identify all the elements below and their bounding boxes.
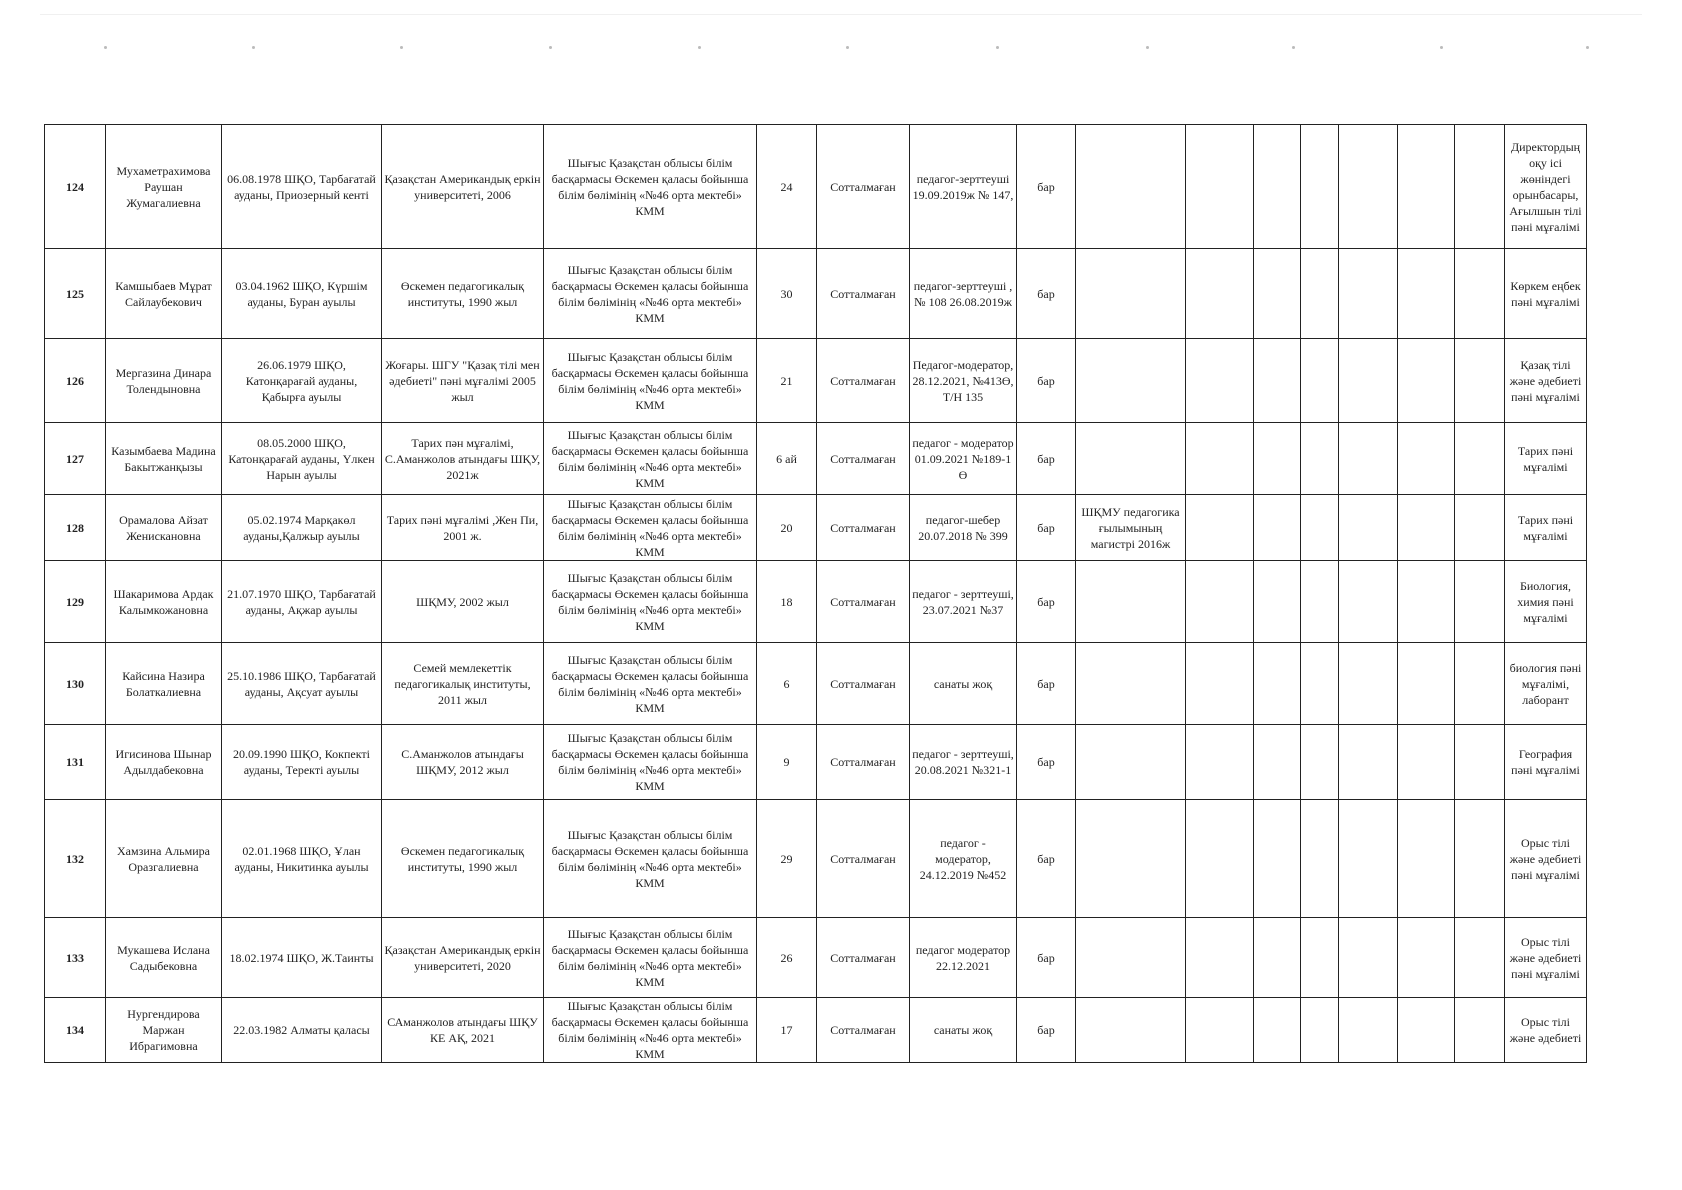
empty-cell-cell	[1254, 561, 1301, 643]
scan-dot	[104, 46, 107, 49]
workplace-cell: Шығыс Қазақстан облысы білім басқармасы Өскемен қаласы бойынша білім бөлімінің «№46 орта мектебі» КММ	[544, 339, 757, 423]
empty-cell-cell	[1186, 125, 1254, 249]
work-experience-cell: 17	[757, 998, 817, 1063]
empty-cell-cell	[1301, 423, 1339, 495]
academic-degree-cell	[1076, 800, 1186, 918]
empty-cell-cell	[1339, 495, 1398, 561]
table-row	[45, 918, 1587, 998]
empty-cell-cell	[1339, 800, 1398, 918]
qualification-category-cell: педагог - модератор, 24.12.2019 №452	[910, 800, 1017, 918]
table-row	[45, 725, 1587, 800]
qualification-category-cell: педагог-зерттеуші 19.09.2019ж № 147,	[910, 125, 1017, 249]
birth-date-place-cell: 02.01.1968 ШҚО, Ұлан ауданы, Никитинка ауылы	[222, 800, 382, 918]
birth-date-place-cell: 18.02.1974 ШҚО, Ж.Таинты	[222, 918, 382, 998]
empty-cell-cell	[1301, 998, 1339, 1063]
empty-cell-cell	[1301, 495, 1339, 561]
empty-cell-cell	[1339, 725, 1398, 800]
empty-cell-cell	[1186, 800, 1254, 918]
full-name-cell: Кайсина Назира Болаткалиевна	[106, 643, 222, 725]
birth-date-place-cell: 21.07.1970 ШҚО, Тарбағатай ауданы, Ақжар ауылы	[222, 561, 382, 643]
education-cell: Өскемен педагогикалық институты, 1990 жыл	[382, 249, 544, 339]
staff-registry-table	[44, 124, 1587, 1063]
row-number-cell: 134	[45, 998, 106, 1063]
academic-degree-cell	[1076, 998, 1186, 1063]
position-cell: Көркем еңбек пәні мұғалімі	[1505, 249, 1587, 339]
empty-cell-cell	[1398, 800, 1455, 918]
empty-cell-cell	[1254, 125, 1301, 249]
availability-cell: бар	[1017, 423, 1076, 495]
empty-cell-cell	[1339, 643, 1398, 725]
position-cell: Тарих пәні мұғалімі	[1505, 495, 1587, 561]
qualification-category-cell: Педагог-модератор, 28.12.2021, №413Ө, Т/Н 135	[910, 339, 1017, 423]
workplace-cell: Шығыс Қазақстан облысы білім басқармасы Өскемен қаласы бойынша білім бөлімінің «№46 орта мектебі» КММ	[544, 800, 757, 918]
criminal-record-cell: Сотталмаған	[817, 998, 910, 1063]
availability-cell: бар	[1017, 339, 1076, 423]
criminal-record-cell: Сотталмаған	[817, 423, 910, 495]
workplace-cell: Шығыс Қазақстан облысы білім басқармасы Өскемен қаласы бойынша білім бөлімінің «№46 орта мектебі» КММ	[544, 561, 757, 643]
work-experience-cell: 21	[757, 339, 817, 423]
empty-cell-cell	[1398, 249, 1455, 339]
academic-degree-cell	[1076, 339, 1186, 423]
availability-cell: бар	[1017, 725, 1076, 800]
empty-cell-cell	[1455, 339, 1505, 423]
empty-cell-cell	[1301, 800, 1339, 918]
full-name-cell: Шакаримова Ардак Калымкожановна	[106, 561, 222, 643]
education-cell: Тарих пәні мұғалімі ,Жен Пи, 2001 ж.	[382, 495, 544, 561]
birth-date-place-cell: 05.02.1974 Марқакөл ауданы,Қалжыр ауылы	[222, 495, 382, 561]
full-name-cell: Казымбаева Мадина Бакытжанқызы	[106, 423, 222, 495]
empty-cell-cell	[1339, 249, 1398, 339]
scan-dot	[698, 46, 701, 49]
empty-cell-cell	[1398, 423, 1455, 495]
table-row	[45, 643, 1587, 725]
work-experience-cell: 30	[757, 249, 817, 339]
row-number-cell: 131	[45, 725, 106, 800]
empty-cell-cell	[1398, 643, 1455, 725]
empty-cell-cell	[1398, 725, 1455, 800]
position-cell: Орыс тілі және әдебиеті	[1505, 998, 1587, 1063]
table-row	[45, 423, 1587, 495]
empty-cell-cell	[1301, 125, 1339, 249]
criminal-record-cell: Сотталмаған	[817, 643, 910, 725]
scan-dot	[1146, 46, 1149, 49]
academic-degree-cell	[1076, 643, 1186, 725]
empty-cell-cell	[1339, 125, 1398, 249]
birth-date-place-cell: 26.06.1979 ШҚО, Катонқарағай ауданы, Қабырға ауылы	[222, 339, 382, 423]
qualification-category-cell: педагог модератор 22.12.2021	[910, 918, 1017, 998]
empty-cell-cell	[1455, 725, 1505, 800]
empty-cell-cell	[1455, 125, 1505, 249]
empty-cell-cell	[1301, 725, 1339, 800]
workplace-cell: Шығыс Қазақстан облысы білім басқармасы Өскемен қаласы бойынша білім бөлімінің «№46 орта мектебі» КММ	[544, 643, 757, 725]
empty-cell-cell	[1339, 561, 1398, 643]
birth-date-place-cell: 03.04.1962 ШҚО, Күршім ауданы, Буран ауылы	[222, 249, 382, 339]
work-experience-cell: 26	[757, 918, 817, 998]
empty-cell-cell	[1455, 643, 1505, 725]
empty-cell-cell	[1455, 249, 1505, 339]
scan-dot	[1292, 46, 1295, 49]
table-row	[45, 125, 1587, 249]
empty-cell-cell	[1186, 423, 1254, 495]
empty-cell-cell	[1301, 561, 1339, 643]
availability-cell: бар	[1017, 125, 1076, 249]
criminal-record-cell: Сотталмаған	[817, 800, 910, 918]
position-cell: Орыс тілі және әдебиеті пәні мұғалімі	[1505, 918, 1587, 998]
criminal-record-cell: Сотталмаған	[817, 561, 910, 643]
table-row	[45, 998, 1587, 1063]
academic-degree-cell	[1076, 249, 1186, 339]
availability-cell: бар	[1017, 249, 1076, 339]
empty-cell-cell	[1455, 998, 1505, 1063]
full-name-cell: Камшыбаев Мұрат Сайлаубекович	[106, 249, 222, 339]
education-cell: Өскемен педагогикалық институты, 1990 жыл	[382, 800, 544, 918]
row-number-cell: 128	[45, 495, 106, 561]
criminal-record-cell: Сотталмаған	[817, 725, 910, 800]
qualification-category-cell: санаты жоқ	[910, 998, 1017, 1063]
empty-cell-cell	[1455, 918, 1505, 998]
scan-dot	[846, 46, 849, 49]
row-number-cell: 125	[45, 249, 106, 339]
academic-degree-cell: ШҚМУ педагогика ғылымының магистрі 2016ж	[1076, 495, 1186, 561]
full-name-cell: Мергазина Динара Толендыновна	[106, 339, 222, 423]
criminal-record-cell: Сотталмаған	[817, 918, 910, 998]
empty-cell-cell	[1398, 918, 1455, 998]
empty-cell-cell	[1301, 918, 1339, 998]
criminal-record-cell: Сотталмаған	[817, 249, 910, 339]
birth-date-place-cell: 20.09.1990 ШҚО, Кокпекті ауданы, Теректі ауылы	[222, 725, 382, 800]
work-experience-cell: 6 ай	[757, 423, 817, 495]
education-cell: ШҚМУ, 2002 жыл	[382, 561, 544, 643]
position-cell: биология пәні мұғалімі, лаборант	[1505, 643, 1587, 725]
empty-cell-cell	[1398, 125, 1455, 249]
workplace-cell: Шығыс Қазақстан облысы білім басқармасы Өскемен қаласы бойынша білім бөлімінің «№46 орта мектебі» КММ	[544, 125, 757, 249]
empty-cell-cell	[1339, 998, 1398, 1063]
workplace-cell: Шығыс Қазақстан облысы білім басқармасы Өскемен қаласы бойынша білім бөлімінің «№46 орта мектебі» КММ	[544, 725, 757, 800]
table-row	[45, 800, 1587, 918]
empty-cell-cell	[1339, 423, 1398, 495]
empty-cell-cell	[1186, 249, 1254, 339]
empty-cell-cell	[1301, 249, 1339, 339]
row-number-cell: 133	[45, 918, 106, 998]
empty-cell-cell	[1186, 339, 1254, 423]
empty-cell-cell	[1186, 561, 1254, 643]
empty-cell-cell	[1455, 800, 1505, 918]
empty-cell-cell	[1254, 800, 1301, 918]
scan-edge-line	[40, 14, 1642, 15]
workplace-cell: Шығыс Қазақстан облысы білім басқармасы Өскемен қаласы бойынша білім бөлімінің «№46 орта мектебі» КММ	[544, 918, 757, 998]
qualification-category-cell: педагог - зерттеуші, 23.07.2021 №37	[910, 561, 1017, 643]
empty-cell-cell	[1398, 998, 1455, 1063]
empty-cell-cell	[1254, 998, 1301, 1063]
empty-cell-cell	[1186, 918, 1254, 998]
table-row	[45, 249, 1587, 339]
academic-degree-cell	[1076, 561, 1186, 643]
empty-cell-cell	[1301, 339, 1339, 423]
academic-degree-cell	[1076, 423, 1186, 495]
row-number-cell: 130	[45, 643, 106, 725]
availability-cell: бар	[1017, 643, 1076, 725]
availability-cell: бар	[1017, 918, 1076, 998]
full-name-cell: Нургендирова Маржан Ибрагимовна	[106, 998, 222, 1063]
row-number-cell: 124	[45, 125, 106, 249]
empty-cell-cell	[1455, 495, 1505, 561]
full-name-cell: Мухаметрахимова Раушан Жумагалиевна	[106, 125, 222, 249]
empty-cell-cell	[1301, 643, 1339, 725]
position-cell: Қазақ тілі және әдебиеті пәні мұғалімі	[1505, 339, 1587, 423]
education-cell: Жоғары. ШГУ "Қазақ тілі мен әдебиеті" пәні мұғалімі 2005 жыл	[382, 339, 544, 423]
academic-degree-cell	[1076, 125, 1186, 249]
criminal-record-cell: Сотталмаған	[817, 125, 910, 249]
academic-degree-cell	[1076, 725, 1186, 800]
empty-cell-cell	[1339, 918, 1398, 998]
scan-dot	[400, 46, 403, 49]
full-name-cell: Игисинова Шынар Адылдабековна	[106, 725, 222, 800]
birth-date-place-cell: 25.10.1986 ШҚО, Тарбағатай ауданы, Ақсуат ауылы	[222, 643, 382, 725]
birth-date-place-cell: 08.05.2000 ШҚО, Катонқарағай ауданы, Үлкен Нарын ауылы	[222, 423, 382, 495]
table-row	[45, 339, 1587, 423]
empty-cell-cell	[1398, 339, 1455, 423]
row-number-cell: 132	[45, 800, 106, 918]
birth-date-place-cell: 22.03.1982 Алматы қаласы	[222, 998, 382, 1063]
qualification-category-cell: санаты жоқ	[910, 643, 1017, 725]
empty-cell-cell	[1186, 495, 1254, 561]
table-row	[45, 495, 1587, 561]
row-number-cell: 126	[45, 339, 106, 423]
education-cell: Қазақстан Американдық еркін университеті, 2020	[382, 918, 544, 998]
position-cell: Тарих пәні мұғалімі	[1505, 423, 1587, 495]
birth-date-place-cell: 06.08.1978 ШҚО, Тарбағатай ауданы, Приозерный кенті	[222, 125, 382, 249]
position-cell: Орыс тілі және әдебиеті пәні мұғалімі	[1505, 800, 1587, 918]
scan-dot	[1586, 46, 1589, 49]
empty-cell-cell	[1455, 423, 1505, 495]
criminal-record-cell: Сотталмаған	[817, 339, 910, 423]
work-experience-cell: 6	[757, 643, 817, 725]
availability-cell: бар	[1017, 561, 1076, 643]
empty-cell-cell	[1254, 725, 1301, 800]
availability-cell: бар	[1017, 998, 1076, 1063]
empty-cell-cell	[1254, 423, 1301, 495]
scan-dot	[1440, 46, 1443, 49]
qualification-category-cell: педагог-зерттеуші , № 108 26.08.2019ж	[910, 249, 1017, 339]
position-cell: География пәні мұғалімі	[1505, 725, 1587, 800]
full-name-cell: Орамалова Айзат Женискановна	[106, 495, 222, 561]
qualification-category-cell: педагог-шебер 20.07.2018 № 399	[910, 495, 1017, 561]
qualification-category-cell: педагог - зерттеуші, 20.08.2021 №321-1	[910, 725, 1017, 800]
empty-cell-cell	[1186, 998, 1254, 1063]
workplace-cell: Шығыс Қазақстан облысы білім басқармасы Өскемен қаласы бойынша білім бөлімінің «№46 орта мектебі» КММ	[544, 423, 757, 495]
criminal-record-cell: Сотталмаған	[817, 495, 910, 561]
scan-dot	[549, 46, 552, 49]
empty-cell-cell	[1254, 249, 1301, 339]
education-cell: Қазақстан Американдық еркін университеті, 2006	[382, 125, 544, 249]
position-cell: Директордың оқу ісі жөніндегі орынбасары, Ағылшын тілі пәні мұғалімі	[1505, 125, 1587, 249]
table-row	[45, 561, 1587, 643]
scan-dot	[996, 46, 999, 49]
work-experience-cell: 18	[757, 561, 817, 643]
education-cell: С.Аманжолов атындағы ШҚМУ, 2012 жыл	[382, 725, 544, 800]
availability-cell: бар	[1017, 495, 1076, 561]
empty-cell-cell	[1339, 339, 1398, 423]
empty-cell-cell	[1254, 495, 1301, 561]
empty-cell-cell	[1455, 561, 1505, 643]
education-cell: САманжолов атындағы ШҚУ КЕ АҚ, 2021	[382, 998, 544, 1063]
row-number-cell: 127	[45, 423, 106, 495]
row-number-cell: 129	[45, 561, 106, 643]
workplace-cell: Шығыс Қазақстан облысы білім басқармасы Өскемен қаласы бойынша білім бөлімінің «№46 орта мектебі» КММ	[544, 249, 757, 339]
education-cell: Семей мемлекеттік педагогикалық институты, 2011 жыл	[382, 643, 544, 725]
full-name-cell: Хамзина Альмира Оразгалиевна	[106, 800, 222, 918]
table-body	[45, 125, 1587, 1063]
work-experience-cell: 29	[757, 800, 817, 918]
empty-cell-cell	[1186, 725, 1254, 800]
empty-cell-cell	[1186, 643, 1254, 725]
empty-cell-cell	[1398, 495, 1455, 561]
position-cell: Биология, химия пәні мұғалімі	[1505, 561, 1587, 643]
work-experience-cell: 20	[757, 495, 817, 561]
work-experience-cell: 24	[757, 125, 817, 249]
empty-cell-cell	[1254, 918, 1301, 998]
work-experience-cell: 9	[757, 725, 817, 800]
qualification-category-cell: педагог - модератор 01.09.2021 №189-1 Ө	[910, 423, 1017, 495]
scan-dot	[252, 46, 255, 49]
full-name-cell: Мукашева Ислана Садыбековна	[106, 918, 222, 998]
academic-degree-cell	[1076, 918, 1186, 998]
workplace-cell: Шығыс Қазақстан облысы білім басқармасы Өскемен қаласы бойынша білім бөлімінің «№46 орта мектебі» КММ	[544, 998, 757, 1063]
workplace-cell: Шығыс Қазақстан облысы білім басқармасы Өскемен қаласы бойынша білім бөлімінің «№46 орта мектебі» КММ	[544, 495, 757, 561]
empty-cell-cell	[1254, 339, 1301, 423]
availability-cell: бар	[1017, 800, 1076, 918]
empty-cell-cell	[1254, 643, 1301, 725]
education-cell: Тарих пән мұғалімі, С.Аманжолов атындағы ШҚУ, 2021ж	[382, 423, 544, 495]
empty-cell-cell	[1398, 561, 1455, 643]
